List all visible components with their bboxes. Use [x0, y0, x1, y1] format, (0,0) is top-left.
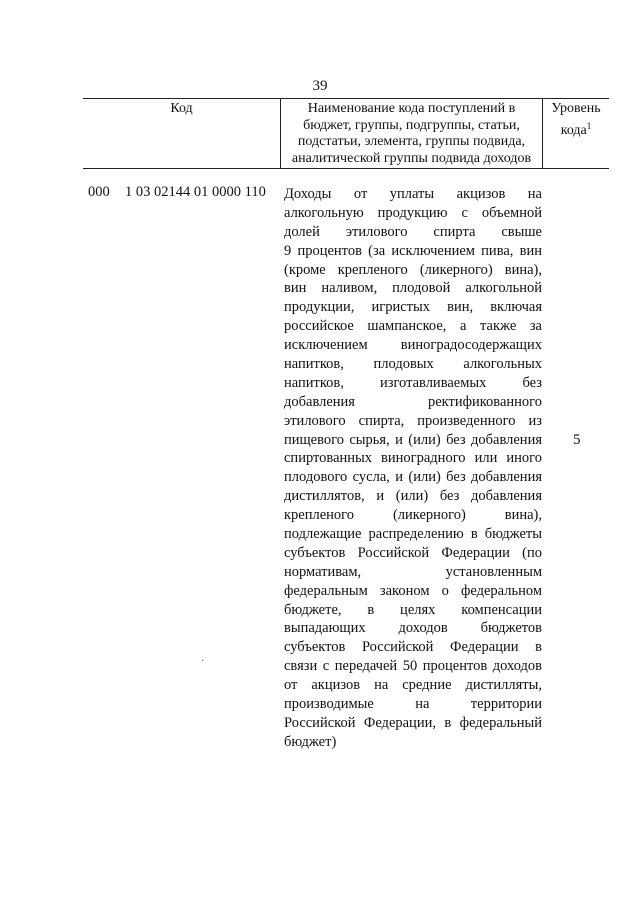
description-line: производимые на территории	[284, 696, 542, 713]
description-line: добавления ректификованного	[284, 393, 542, 410]
description-line: долей этилового спирта свыше	[284, 223, 542, 240]
header-name-line: аналитической группы подвида доходов	[291, 150, 532, 166]
header-level-column	[543, 99, 609, 168]
description-line: плодового сусла, и (или) без добавления	[284, 469, 542, 486]
description-line: дистиллятов, и (или) без добавления	[284, 488, 542, 505]
description-line: спиртованных виноградного или иного	[284, 450, 542, 467]
scan-speck	[202, 660, 203, 661]
description-line: пищевого сырья, и (или) без добавления	[284, 431, 542, 448]
description-line: федеральным законом о федеральном	[284, 582, 542, 599]
header-name-column	[280, 99, 543, 168]
description-line: от акцизов на средние дистилляты,	[284, 677, 542, 694]
description-line: бюджет)	[284, 733, 337, 750]
footnote-marker: 1	[586, 120, 592, 131]
description-line: напитков, изготавливаемых без	[284, 374, 542, 391]
row-code-level: 5	[573, 432, 581, 448]
description-line: нормативам, установленным	[284, 563, 542, 580]
row-prefix-code: 000	[88, 184, 110, 200]
header-level-line	[543, 118, 609, 140]
page-number: 39	[312, 78, 328, 94]
description-line: подлежащие распределению в бюджеты	[284, 526, 542, 543]
header-level-line: Уровень	[551, 101, 601, 116]
description-line: 9 процентов (за исключением пива, вин	[284, 242, 542, 259]
description-line: (кроме крепленого (ликерного) вина),	[284, 261, 542, 278]
description-line: выпадающих доходов бюджетов	[284, 620, 542, 637]
description-line: Доходы от уплаты акцизов на	[284, 186, 542, 202]
description-line: субъектов Российской Федерации (по	[284, 544, 542, 561]
row-description	[284, 185, 542, 752]
row-revenue-code: 1 03 02144 01 0000 110	[125, 184, 266, 200]
description-line: напитков, плодовых алкогольных	[284, 356, 542, 373]
description-line: алкогольную продукцию с объемной	[284, 204, 542, 221]
description-line: исключением виноградосодержащих	[284, 337, 542, 354]
description-line: этилового спирта, произведенного из	[284, 412, 542, 429]
description-line: связи с передачей 50 процентов доходов	[284, 658, 542, 675]
description-line: вин наливом, плодовой алкогольной	[284, 280, 542, 297]
header-name-line: Наименование кода поступлений в	[307, 101, 516, 116]
header-level-word: кода	[560, 122, 587, 138]
description-line: субъектов Российской Федерации в	[284, 639, 542, 656]
description-line: бюджете, в целях компенсации	[284, 601, 542, 618]
header-name-line: подстатьи, элемента, группы подвида,	[297, 134, 526, 149]
description-line: Российской Федерации, в федеральный	[284, 714, 542, 731]
table-header	[83, 98, 609, 169]
description-line: российское шампанское, а также за	[284, 318, 542, 335]
header-code-column	[83, 99, 280, 168]
description-line: продукции, игристых вин, включая	[284, 299, 542, 316]
header-code-label: Код	[170, 101, 193, 116]
header-name-line: бюджет, группы, подгруппы, статьи,	[303, 117, 520, 133]
description-line: крепленого (ликерного) вина),	[284, 507, 542, 524]
